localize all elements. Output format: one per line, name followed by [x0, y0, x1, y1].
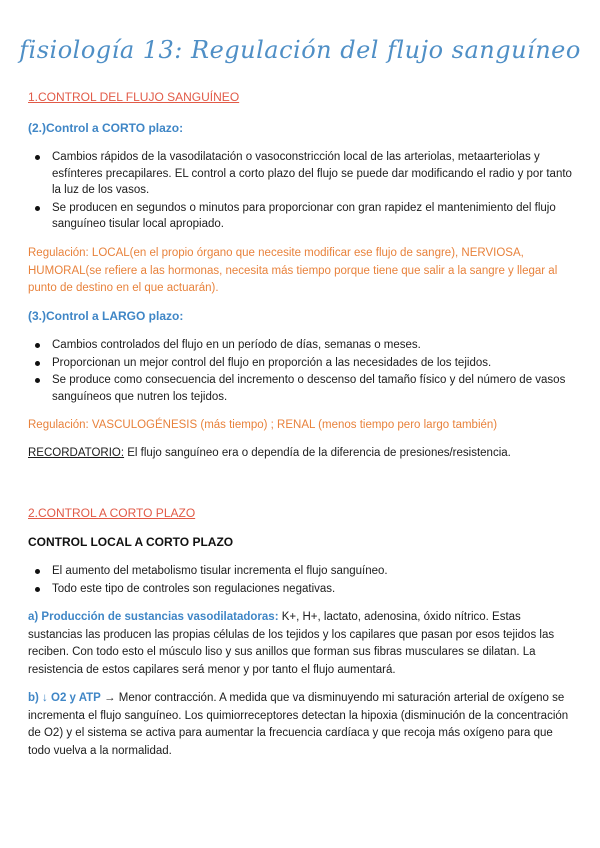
paragraph-a-text: K+, H+, lactato, adenosina, óxido nítrico. Estas sustancias las producen las propias células de los tejidos y los capilares que pasan por esos tejidos las reciben. Con todo esto el músculo liso y sus anillos que forman sus fibras musculares se dilatan. La resistencia de estos capilares será menor y por tanto el flujo aumentará.: [28, 611, 555, 676]
list-item: El aumento del metabolismo tisular incrementa el flujo sanguíneo.: [28, 563, 573, 580]
short-term-bullets: [28, 149, 573, 234]
paragraph-b-label: b) ↓ O2 y ATP: [28, 692, 101, 704]
list-item: Se producen en segundos o minutos para proporcionar con gran rapidez el mantenimiento del flujo sanguíneo tisular local apropiado.: [28, 200, 573, 233]
long-term-regulation: Regulación: VASCULOGÉNESIS (más tiempo) ; RENAL (menos tiempo pero largo también): [28, 419, 498, 431]
list-item: Todo este tipo de controles son regulaciones negativas.: [28, 581, 573, 598]
short-term-heading: (2.)Control a CORTO plazo:: [28, 121, 184, 135]
reminder-label: RECORDATORIO:: [28, 447, 125, 459]
list-item: Cambios rápidos de la vasodilatación o vasoconstricción local de las arteriolas, metaarteriolas y esfínteres precapilares. EL control a corto plazo del flujo se puede dar modificando el radio y por tanto la luz de los vasos.: [28, 149, 573, 199]
paragraph-b-text: → Menor contracción. A medida que va disminuyendo mi saturación arterial de oxígeno se incrementa el flujo sanguíneo. Los quimiorreceptores detectan la hipoxia (disminución de la concentración de O2) y el sistema se activa para aumentar la frecuencia cardíaca y que recoja más oxígeno para que todo vuelva a la normalidad.: [28, 692, 569, 757]
short-term-regulation: Regulación: LOCAL(en el propio órgano que necesite modificar ese flujo de sangre), NERVIOSA, HUMORAL(se refiere a las hormonas, necesita más tiempo porque tiene que salir a la sangre y llegar al punto de destino en el que actuarán).: [28, 247, 558, 294]
page-title: fisiología 13: Regulación del flujo sanguíneo: [19, 36, 581, 64]
paragraph-b: [28, 690, 573, 760]
local-control-bullets: [28, 563, 573, 598]
paragraph-a-label: a) Producción de sustancias vasodilatadoras:: [28, 611, 279, 623]
list-item: Cambios controlados del flujo en un período de días, semanas o meses.: [28, 337, 573, 354]
reminder-text: El flujo sanguíneo era o dependía de la diferencia de presiones/resistencia.: [124, 447, 511, 459]
section1-heading: 1.CONTROL DEL FLUJO SANGUÍNEO: [28, 90, 240, 104]
long-term-heading: (3.)Control a LARGO plazo:: [28, 309, 184, 323]
reminder: [28, 445, 573, 463]
section2-heading: 2.CONTROL A CORTO PLAZO: [28, 506, 196, 520]
long-term-bullets: [28, 337, 573, 406]
paragraph-a: [28, 609, 573, 679]
list-item: Proporcionan un mejor control del flujo en proporción a las necesidades de los tejidos.: [28, 355, 573, 372]
list-item: Se produce como consecuencia del incremento o descenso del tamaño físico y del número de vasos sanguíneos que nutren los tejidos.: [28, 372, 573, 405]
local-control-heading: CONTROL LOCAL A CORTO PLAZO: [28, 535, 234, 549]
